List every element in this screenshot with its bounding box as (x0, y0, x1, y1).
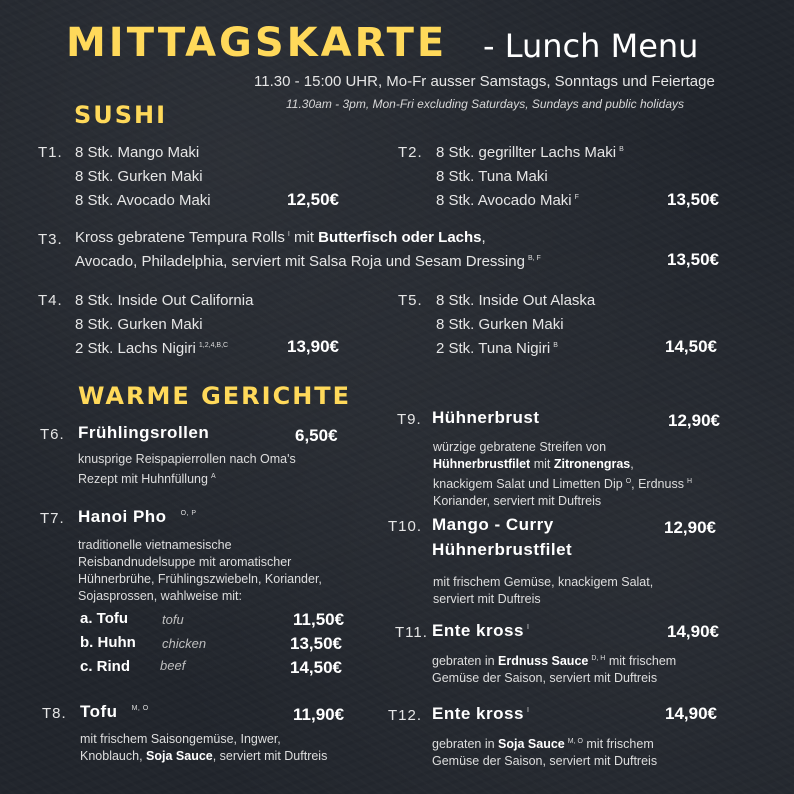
pho-option-english: chicken (162, 636, 207, 651)
item-code-t1: T1. (38, 144, 63, 161)
opening-hours-german: 11.30 - 15:00 UHR, Mo-Fr ausser Samstags, Sonntags und Feiertage (254, 73, 715, 90)
item-code-t10: T10. (388, 518, 423, 535)
item-t2-price: 13,50€ (667, 190, 719, 209)
item-t4-line: 2 Stk. Lachs Nigiri $^{1,2,4,B,C}$ (75, 340, 229, 357)
pho-option-english: tofu (162, 612, 184, 627)
item-t8-name: Tofu $^{M, O}$ (80, 702, 149, 721)
item-t4-line: 8 Stk. Inside Out California (75, 292, 254, 309)
item-t3-line: Kross gebratene Tempura Rolls $^I$ mit Butterfisch oder Lachs, (75, 229, 486, 246)
pho-option-label: a. Tofu (80, 610, 129, 627)
pho-option-label: b. Huhn (80, 634, 136, 651)
item-code-t3: T3. (38, 231, 63, 248)
item-code-t6: T6. (40, 426, 65, 443)
menu-subtitle: - Lunch Menu (483, 27, 699, 65)
allergen-code: H (686, 478, 693, 485)
item-t5-line: 8 Stk. Gurken Maki (436, 316, 564, 333)
allergen-code: I (526, 707, 530, 715)
item-t11-name: Ente kross $^I$ (432, 621, 530, 640)
item-t6-name: Frühlingsrollen (78, 423, 210, 442)
item-t9-name: Hühnerbrust (432, 408, 540, 427)
section-heading-warm-dishes: WARME GERICHTE (78, 382, 352, 410)
pho-option-label: c. Rind (80, 658, 131, 675)
allergen-code: M, O (567, 738, 583, 745)
item-t9-price: 12,90€ (668, 411, 720, 430)
pho-option-english: beef (160, 658, 186, 673)
allergen-code: M, O (131, 705, 149, 713)
item-code-t2: T2. (398, 144, 423, 161)
item-code-t4: T4. (38, 292, 63, 309)
item-t2-line: 8 Stk. gegrillter Lachs Maki $^B$ (436, 144, 624, 161)
item-code-t7: T7. (40, 510, 65, 527)
menu-title: MITTAGSKARTE (66, 20, 448, 66)
item-t10-name: Mango - Curry (432, 515, 554, 534)
item-t5-line: 8 Stk. Inside Out Alaska (436, 292, 596, 309)
item-t1-price: 12,50€ (287, 190, 339, 209)
allergen-code: O, P (180, 510, 197, 518)
allergen-code: I (526, 624, 530, 632)
item-t3-price: 13,50€ (667, 250, 719, 269)
item-t1-line: 8 Stk. Mango Maki (75, 144, 200, 161)
item-t9-description: würzige gebratene Streifen von Hühnerbrustfilet mit Zitronengras, knackigem Salat und Limetten Dip $^O$, Erdnuss $^H$ Koriander, serviert mit Duftreis (433, 440, 693, 509)
pho-option-price: 13,50€ (290, 634, 342, 653)
allergen-code: B (619, 146, 624, 153)
allergen-code: A (210, 473, 216, 480)
item-t5-line: 2 Stk. Tuna Nigiri $^B$ (436, 340, 558, 357)
allergen-code: I (287, 231, 290, 238)
item-t8-description: mit frischem Saisongemüse, Ingwer, Knoblauch, Soja Sauce, serviert mit Duftreis (80, 732, 328, 763)
item-t10-price: 12,90€ (664, 518, 716, 537)
item-t10-description: mit frischem Gemüse, knackigem Salat, serviert mit Duftreis (433, 575, 654, 606)
item-t2-line: 8 Stk. Avocado Maki $^F$ (436, 192, 579, 209)
item-t12-name: Ente kross $^I$ (432, 704, 530, 723)
item-t11-price: 14,90€ (667, 622, 719, 641)
item-t5-price: 14,50€ (665, 337, 717, 356)
item-t3-line: Avocado, Philadelphia, serviert mit Salsa Roja und Sesam Dressing $^{B, F}$ (75, 253, 541, 270)
allergen-code: 1,2,4,B,C (198, 342, 229, 349)
item-t4-price: 13,90€ (287, 337, 339, 356)
item-t12-price: 14,90€ (665, 704, 717, 723)
item-t4-line: 8 Stk. Gurken Maki (75, 316, 203, 333)
allergen-code: F (574, 194, 579, 201)
item-code-t9: T9. (397, 411, 422, 428)
item-code-t11: T11. (395, 624, 428, 641)
pho-option-price: 11,50€ (293, 610, 345, 629)
item-t7-name: Hanoi Pho $^{O, P}$ (78, 507, 197, 526)
item-code-t8: T8. (42, 705, 67, 722)
item-t11-description: gebraten in Erdnuss Sauce $^{D, H}$ mit frischem Gemüse der Saison, serviert mit Duftreis (432, 654, 677, 686)
item-t12-description: gebraten in Soja Sauce $^{M, O}$ mit frischem Gemüse der Saison, serviert mit Duftreis (432, 737, 658, 769)
allergen-code: B, F (527, 255, 541, 262)
item-t1-line: 8 Stk. Avocado Maki (75, 192, 211, 209)
section-heading-sushi: SUSHI (74, 101, 168, 129)
item-t2-line: 8 Stk. Tuna Maki (436, 168, 548, 185)
allergen-code: O (625, 478, 632, 485)
item-code-t5: T5. (398, 292, 423, 309)
item-t7-description: traditionelle vietnamesische Reisbandnudelsuppe mit aromatischer Hühnerbrühe, Frühlingszwiebeln, Koriander, Sojasprossen, wahlweise mit: (78, 538, 322, 603)
opening-hours-english: 11.30am - 3pm, Mon-Fri excluding Saturdays, Sundays and public holidays (286, 97, 684, 111)
pho-option-price: 14,50€ (290, 658, 342, 677)
item-t1-line: 8 Stk. Gurken Maki (75, 168, 203, 185)
item-t8-price: 11,90€ (293, 705, 345, 724)
allergen-code: D, H (591, 655, 606, 662)
item-code-t12: T12. (388, 707, 423, 724)
item-t6-price: 6,50€ (295, 426, 338, 445)
item-t6-description: knusprige Reispapierrollen nach Oma's Rezept mit Huhnfüllung $^A$ (78, 452, 296, 487)
item-t10-name: Hühnerbrustfilet (432, 540, 573, 559)
allergen-code: B (553, 342, 558, 349)
